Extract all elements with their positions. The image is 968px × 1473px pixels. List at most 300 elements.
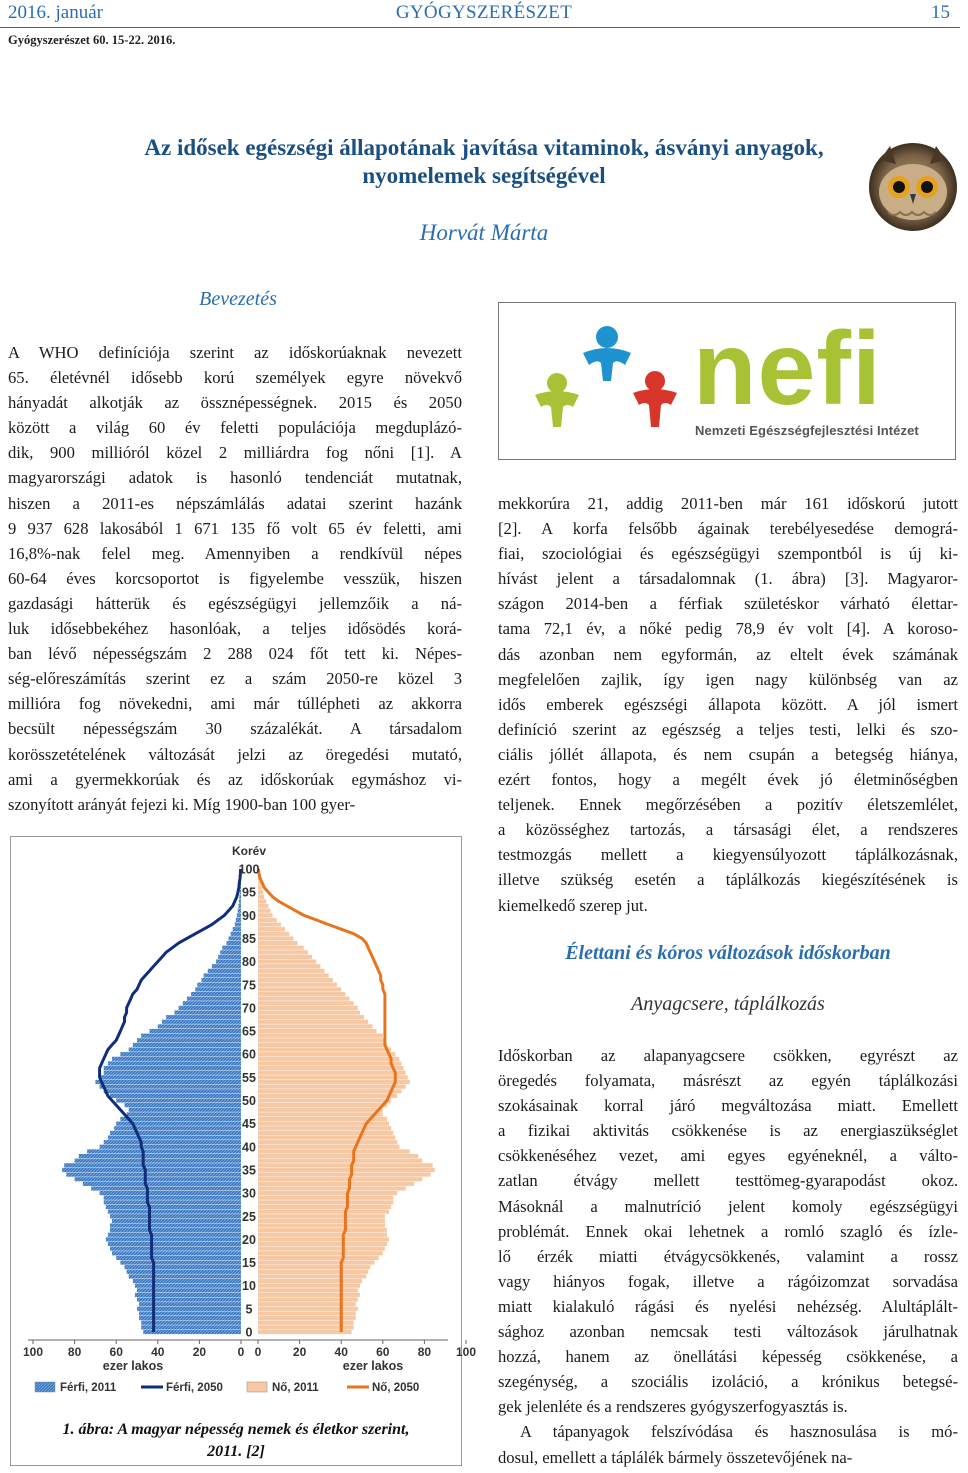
text-line: gazdasági hátterük és egészségügyi jellemzőik a ná- <box>8 593 462 613</box>
text-line: Másoknál a malnutríció jelent komoly egészségügyi <box>498 1196 958 1216</box>
female-2011-bar-age-86 <box>258 932 289 936</box>
male-2011-bar-age-95 <box>240 890 241 894</box>
text-line: miatt kialakuló rágási és nyelési nehézség. Alultáplált- <box>498 1296 958 1316</box>
female-2011-bar-age-14 <box>258 1265 370 1269</box>
male-2011-bar-age-42 <box>108 1135 241 1139</box>
text-line: gek jelenléte és a rendszeres gyógyszerfogyasztás is. <box>498 1397 848 1417</box>
x-axis-ticks <box>23 1340 476 1359</box>
text-line: testmozgás mellett a kiegyensúlyozott táplálkozásnak, <box>498 845 958 865</box>
male-2011-bar-age-85 <box>229 936 241 940</box>
female-2011-bar-age-66 <box>258 1024 372 1028</box>
male-2011-bar-age-10 <box>135 1284 241 1288</box>
male-2011-bar-age-89 <box>236 918 241 922</box>
text-line: illetve szükség esetén a táplálkozás kiegészítésének is <box>498 870 958 890</box>
owl-photo <box>868 142 958 232</box>
female-2011-bar-age-60 <box>258 1052 395 1056</box>
figure-caption-line-2: 2011. [2] <box>207 1443 265 1460</box>
male-2011-bar-age-66 <box>158 1024 241 1028</box>
female-2011-bar-age-92 <box>258 904 268 908</box>
male-2011-bar-age-53 <box>100 1085 241 1089</box>
nefi-figure-body-blue <box>583 348 631 381</box>
female-2011-bar-age-85 <box>258 936 293 940</box>
male-2011-bar-age-59 <box>112 1057 241 1061</box>
male-2011-bar-age-12 <box>129 1274 241 1278</box>
female-2011-bar-age-54 <box>258 1080 410 1084</box>
female-2011-bar-age-35 <box>258 1168 435 1172</box>
text-line: fiai, szociológiai és egészségügyi szempontból is új ki- <box>498 544 958 564</box>
female-2011-bar-age-69 <box>258 1010 360 1014</box>
x-tick-label-right-40: 40 <box>334 1345 348 1359</box>
x-tick-label-left-80: 80 <box>67 1345 82 1359</box>
male-2011-bar-age-26 <box>108 1210 241 1214</box>
female-2011-bar-age-74 <box>258 987 341 991</box>
figure-caption <box>10 1419 462 1463</box>
text-line: korösszetételének változását jelzi az öregedési mutató, <box>8 744 462 764</box>
female-2011-bar-age-80 <box>258 960 316 964</box>
legend-label-male_2050: Férfi, 2050 <box>166 1382 223 1394</box>
female-2011-bar-age-13 <box>258 1270 368 1274</box>
female-2011-bar-age-33 <box>258 1177 422 1181</box>
female-2011-bar-age-62 <box>258 1043 387 1047</box>
female-2011-bar-age-41 <box>258 1140 397 1144</box>
female-2011-bar-age-49 <box>258 1103 387 1107</box>
female-2011-bar-age-72 <box>258 997 350 1001</box>
age-tick-label-55: 55 <box>242 1070 256 1085</box>
text-line: definíció szerint az egészség a teljes testi, lelki és szo- <box>498 719 958 739</box>
female-2011-bar-age-70 <box>258 1006 358 1010</box>
female-2011-bar-age-30 <box>258 1191 397 1195</box>
age-axis-title: Korév <box>231 844 267 858</box>
age-axis-labels <box>239 863 260 1340</box>
left-column-text <box>8 340 462 817</box>
age-tick-label-45: 45 <box>242 1117 256 1132</box>
male-2011-bar-age-47 <box>127 1112 241 1116</box>
female-2011-bar-age-82 <box>258 950 308 954</box>
text-line: lő érzék miatti étvágycsökkenés, valamint a rossz <box>498 1246 958 1266</box>
male-2011-bar-age-81 <box>218 955 241 959</box>
female-2011-bar-age-96 <box>258 885 262 889</box>
text-line: ezért fontos, hogy a megélt évek jó életminőségben <box>498 770 958 790</box>
female-2011-bar-age-23 <box>258 1223 385 1227</box>
male-2011-bar-age-11 <box>133 1279 241 1283</box>
female-2011-bar-age-43 <box>258 1131 393 1135</box>
male-2011-bar-age-79 <box>212 964 241 968</box>
female-2011-bar-age-50 <box>258 1098 391 1102</box>
x-tick-label-left-100: 100 <box>22 1345 44 1359</box>
text-line: A tápanyagok felszívódása és hasznosulása is mó- <box>520 1422 958 1442</box>
male-2011-bar-age-25 <box>110 1214 241 1218</box>
text-line: [2]. A korfa felsőbb ágainak terebélyesedése demográ- <box>498 519 958 539</box>
male-2011-bar-age-23 <box>110 1223 241 1227</box>
female-2011-bar-age-57 <box>258 1066 404 1070</box>
male-2011-bar-age-31 <box>91 1186 241 1190</box>
age-tick-label-35: 35 <box>242 1163 256 1178</box>
female-2011-bar-age-95 <box>258 890 263 894</box>
legend-label-male_2011: Férfi, 2011 <box>60 1382 117 1394</box>
female-2011-bar-age-68 <box>258 1015 364 1019</box>
female-2011-bar-age-79 <box>258 964 320 968</box>
female-2011-bar-age-40 <box>258 1145 399 1149</box>
female-2011-bar-age-47 <box>258 1112 383 1116</box>
female-2011-bar-age-51 <box>258 1094 397 1098</box>
age-tick-label-10: 10 <box>242 1279 256 1294</box>
male-2011-bar-age-82 <box>220 950 241 954</box>
male-2011-bar-age-83 <box>222 946 241 950</box>
male-2011-bar-age-80 <box>216 960 241 964</box>
male-2011-bar-age-91 <box>238 909 241 913</box>
age-tick-label-40: 40 <box>242 1140 256 1155</box>
text-line: magyarországi adatok is hasonló tendenciát mutatnak, <box>8 468 462 488</box>
pyramid-chart <box>11 837 477 1467</box>
nefi-figure-body-green <box>535 391 579 427</box>
male-2011-bar-age-51 <box>110 1094 241 1098</box>
male-2011-bar-age-16 <box>116 1256 241 1260</box>
female-2011-bar-age-27 <box>258 1205 391 1209</box>
female-2011-bar-age-10 <box>258 1284 360 1288</box>
male-2011-bar-age-19 <box>108 1242 241 1246</box>
text-line: dik, 900 millióról közel 2 milliárdra fog nőni [1]. A <box>8 443 462 463</box>
female-2011-bar-age-67 <box>258 1020 368 1024</box>
male-2011-bar-age-22 <box>110 1228 241 1232</box>
right-column-text-2 <box>498 1043 958 1470</box>
male-2011-bar-age-36 <box>64 1163 241 1167</box>
female-2011-bar-age-2 <box>258 1321 354 1325</box>
female-2011-bar-age-53 <box>258 1085 406 1089</box>
nefi-figure-head-green <box>547 373 567 393</box>
nefi-figure-head-blue <box>596 326 618 348</box>
text-line: szágon 2014-ben a férfiak születéskor várható élettar- <box>498 594 958 614</box>
text-line: ami a gyermekkorúak és az időskorúak egymáshoz vi- <box>8 769 462 789</box>
male-2011-bar-age-94 <box>239 895 241 899</box>
text-line: ség-előreszámítás szerint ez a szám 2050-re közel 3 <box>8 669 462 689</box>
male-2011-bar-age-57 <box>104 1066 241 1070</box>
female-2011-bar-age-56 <box>258 1071 406 1075</box>
header-journal: GYÓGYSZERÉSZET <box>395 2 573 23</box>
text-line: zatlan étvágy mellett testtömeg-gyarapodást okoz. <box>498 1171 958 1191</box>
male-2011-bar-age-55 <box>100 1075 241 1079</box>
male-2011-bar-age-88 <box>235 922 241 926</box>
text-line: idős emberek egészségi állapota között. A jól ismert <box>498 694 958 714</box>
female-2011-bar-age-94 <box>258 895 264 899</box>
age-tick-label-50: 50 <box>242 1094 256 1108</box>
female-2011-bar-age-65 <box>258 1029 377 1033</box>
x-tick-label-left-20: 20 <box>192 1345 207 1359</box>
text-line: hívást jelent a társadalomnak (1. ábra) [3]. Magyaror- <box>498 569 958 589</box>
text-line: becsült népességszám 30 százalékát. A társadalom <box>8 719 462 739</box>
male-2011-bar-age-69 <box>174 1010 241 1014</box>
male-2011-bar-age-46 <box>120 1117 241 1121</box>
text-line: szonyított arányát fejezi ki. Míg 1900-ban 100 gyer- <box>8 794 356 814</box>
male-2011-bar-age-75 <box>197 983 241 987</box>
header-date: 2016. január <box>8 2 103 23</box>
text-line: hányadát alkotják az össznépességnek. 2015 és 2050 <box>8 393 462 413</box>
figure-caption-line-1: 1. ábra: A magyar népesség nemek és életkor szerint, <box>62 1421 410 1438</box>
text-line: a közösséghez tartozás, a társasági élet, a rendszeres <box>498 820 958 840</box>
male-2011-bar-age-74 <box>195 987 241 991</box>
male-2011-bar-age-28 <box>104 1200 241 1204</box>
male-2011-bar-age-8 <box>135 1293 241 1297</box>
male-2011-bar-age-24 <box>112 1219 241 1223</box>
x-tick-label-right-0: 0 <box>254 1345 262 1359</box>
text-line: problémát. Ennek okai lehetnek a romló szagló és ízle- <box>498 1221 958 1241</box>
text-line: kiemelkedő szerep jut. <box>498 895 648 915</box>
nefi-people-icon <box>527 323 687 443</box>
male-2011-bar-age-29 <box>104 1196 241 1200</box>
female-2011-bar-age-37 <box>258 1159 422 1163</box>
male-2011-bar-age-78 <box>208 969 241 973</box>
owl-pupil-right <box>921 181 933 193</box>
female-2011-bar-age-73 <box>258 992 345 996</box>
female-2011-bar-age-75 <box>258 983 337 987</box>
text-line: 65. életévnél idősebb korú személyek egyre növekvő <box>8 368 462 388</box>
age-tick-label-25: 25 <box>242 1209 256 1224</box>
male-2011-bar-age-18 <box>110 1247 241 1251</box>
female-2011-bar-age-58 <box>258 1061 402 1065</box>
female-2011-bars <box>258 867 435 1334</box>
figure-population-pyramid <box>10 836 477 1466</box>
male-2011-bar-age-38 <box>79 1154 241 1158</box>
header-page-number: 15 <box>931 2 950 23</box>
text-line: megfelelően zajlik, így igen nagy különbség van az <box>498 669 958 689</box>
age-tick-label-75: 75 <box>242 978 256 993</box>
female-2011-bar-age-12 <box>258 1274 366 1278</box>
male-2011-bar-age-76 <box>201 978 241 982</box>
article-title-line-2: nyomelemek segítségével <box>362 163 606 188</box>
female-2011-bar-age-34 <box>258 1172 431 1176</box>
age-tick-label-100: 100 <box>238 862 260 877</box>
female-2011-bar-age-55 <box>258 1075 408 1079</box>
subsection-heading: Anyagcsere, táplálkozás <box>631 993 825 1015</box>
female-2011-bar-age-15 <box>258 1260 374 1264</box>
x-tick-label-right-20: 20 <box>292 1345 307 1359</box>
nefi-logo <box>498 302 956 460</box>
male-2011-bar-age-61 <box>129 1047 241 1051</box>
age-tick-label-20: 20 <box>242 1232 256 1247</box>
male-2011-bar-age-77 <box>204 973 241 977</box>
male-2011-bar-age-30 <box>100 1191 241 1195</box>
male-2011-bar-age-27 <box>106 1205 241 1209</box>
female-2011-bar-age-91 <box>258 909 270 913</box>
text-line: millióra fog növekedni, ami már túllépheti az akkorra <box>8 694 462 714</box>
male-2011-bar-age-39 <box>87 1149 241 1153</box>
text-line: csökkenéséhez vezet, ami egyes egyéneknél, a válto- <box>498 1146 958 1166</box>
x-axis-unit-right: ezer lakos <box>342 1359 404 1373</box>
x-tick-label-right-80: 80 <box>417 1345 432 1359</box>
x-tick-label-left-40: 40 <box>151 1345 165 1359</box>
female-2011-bar-age-76 <box>258 978 333 982</box>
legend-label-female_2011: Nő, 2011 <box>272 1382 319 1394</box>
male-2011-bars <box>62 867 241 1334</box>
x-tick-label-left-0: 0 <box>237 1345 245 1359</box>
female-2011-bar-age-16 <box>258 1256 379 1260</box>
female-2011-bar-age-1 <box>258 1325 354 1329</box>
section-heading: Élettani és kóros változások időskorban <box>565 942 891 964</box>
female-2011-bar-age-36 <box>258 1163 433 1167</box>
text-line: dás azonban nem egyformán, az eltelt évek számának <box>498 644 958 664</box>
text-line: hiszen a 2011-es népszámlálás adatai szerint hazánk <box>8 493 462 513</box>
x-axis-unit-left: ezer lakos <box>102 1359 164 1373</box>
age-tick-label-90: 90 <box>242 908 256 923</box>
male-2011-bar-age-54 <box>95 1080 241 1084</box>
text-line: A WHO definíciója szerint az időskorúaknak nevezett <box>8 343 462 362</box>
male-2011-bar-age-50 <box>116 1098 241 1102</box>
female-2011-bar-age-17 <box>258 1251 383 1255</box>
text-line: mekkorúra 21, addig 2011-ben már 161 időskorú jutott <box>498 494 958 513</box>
female-2011-bar-age-61 <box>258 1047 391 1051</box>
male-2011-bar-age-67 <box>162 1020 241 1024</box>
nefi-wordmark: nefi <box>693 311 882 427</box>
nefi-figure-head-red <box>645 371 665 391</box>
male-2011-bar-age-92 <box>239 904 241 908</box>
text-line: Időskorban az alapanyagcsere csökken, egyrészt az <box>498 1046 958 1065</box>
female-2011-bar-age-84 <box>258 941 298 945</box>
female-2011-bar-age-7 <box>258 1297 358 1301</box>
female-2011-bar-age-93 <box>258 899 266 903</box>
text-line: ciális jóllét állapota, és nem csupán a betegség hiánya, <box>498 744 958 764</box>
article-author: Horvát Márta <box>419 220 549 245</box>
female-2011-bar-age-39 <box>258 1149 410 1153</box>
male-2011-bar-age-15 <box>120 1260 241 1264</box>
male-2011-bar-age-41 <box>104 1140 241 1144</box>
female-2011-bar-age-38 <box>258 1154 418 1158</box>
text-line: a fizikai aktivitás csökkenése is az energiaszükséglet <box>498 1121 958 1141</box>
male-2011-bar-age-84 <box>226 941 241 945</box>
male-2011-bar-age-93 <box>239 899 241 903</box>
male-2011-bar-age-37 <box>75 1159 241 1163</box>
male-2011-bar-age-60 <box>120 1052 241 1056</box>
female-2011-bar-age-22 <box>258 1228 387 1232</box>
female-2011-bar-age-48 <box>258 1108 383 1112</box>
female-2011-bar-age-18 <box>258 1247 385 1251</box>
male-2011-bar-age-63 <box>137 1038 241 1042</box>
text-line: luk idősebbekéhez hasonlóak, a teljes idősödés korá- <box>8 619 462 639</box>
age-tick-label-80: 80 <box>242 955 256 970</box>
female-2011-bar-age-24 <box>258 1219 385 1223</box>
chart-legend <box>35 1382 419 1394</box>
x-tick-label-right-100: 100 <box>455 1345 477 1359</box>
female-2011-bar-age-9 <box>258 1288 358 1292</box>
intro-heading: Bevezetés <box>199 288 277 310</box>
text-line: vagy hiányos fogak, illetve a rágóizomzat sorvadása <box>498 1271 958 1291</box>
header-citation: Gyógyszerészet 60. 15-22. 2016. <box>8 33 176 47</box>
male-2011-bar-age-0 <box>143 1330 241 1334</box>
male-2011-bar-age-34 <box>66 1172 241 1176</box>
female-2011-bar-age-44 <box>258 1126 391 1130</box>
female-2011-bar-age-25 <box>258 1214 385 1218</box>
male-2011-bar-age-90 <box>237 913 241 917</box>
x-tick-label-right-60: 60 <box>376 1345 390 1359</box>
text-line: 9 937 628 lakosából 1 671 135 fő volt 65 év feletti, ami <box>8 518 462 538</box>
male-2011-bar-age-43 <box>110 1131 241 1135</box>
male-2011-bar-age-32 <box>83 1182 241 1186</box>
age-tick-label-85: 85 <box>242 931 256 946</box>
male-2011-bar-age-73 <box>191 992 241 996</box>
male-2011-bar-age-14 <box>125 1265 241 1269</box>
nefi-figure-body-red <box>633 389 677 427</box>
age-tick-label-15: 15 <box>242 1256 256 1271</box>
female-2011-bar-age-19 <box>258 1242 387 1246</box>
male-2011-bar-age-49 <box>125 1103 241 1107</box>
female-2011-bar-age-88 <box>258 922 281 926</box>
male-2011-bar-age-48 <box>129 1108 241 1112</box>
male-2011-bar-age-17 <box>112 1251 241 1255</box>
age-tick-label-5: 5 <box>245 1302 253 1317</box>
header-rule <box>0 27 960 28</box>
male-2011-bar-age-64 <box>141 1034 241 1038</box>
female-2011-bar-age-78 <box>258 969 325 973</box>
male-2011-bar-age-58 <box>108 1061 241 1065</box>
male-2011-bar-age-87 <box>233 927 241 931</box>
male-2011-bar-age-2 <box>141 1321 241 1325</box>
male-2011-bar-age-40 <box>100 1145 241 1149</box>
right-column-text <box>498 491 958 918</box>
nefi-subtitle: Nemzeti Egészségfejlesztési Intézet <box>695 423 919 438</box>
female-2011-bar-age-42 <box>258 1135 395 1139</box>
male-2011-bar-age-21 <box>108 1233 241 1237</box>
age-tick-label-0: 0 <box>245 1325 253 1340</box>
female-2011-bar-age-64 <box>258 1034 383 1038</box>
text-line: között a világ 60 év feletti populációja megduplázó- <box>8 418 462 438</box>
male-2011-bar-age-35 <box>62 1168 241 1172</box>
female-2011-bar-age-5 <box>258 1307 358 1311</box>
male-2011-bar-age-33 <box>75 1177 241 1181</box>
female-2011-bar-age-11 <box>258 1279 362 1283</box>
female-2011-bar-age-87 <box>258 927 285 931</box>
text-line: hozzá, hanem az önellátási képesség csökkenése, a <box>498 1347 958 1367</box>
age-tick-label-70: 70 <box>242 1001 256 1016</box>
male-2011-bar-age-1 <box>141 1325 241 1329</box>
text-line: szokásainak korral járó megváltozása miatt. Emellett <box>498 1096 958 1116</box>
legend-swatch-female_2011 <box>247 1382 267 1392</box>
text-line: sághoz azonban nemcsak testi változások járulhatnak <box>498 1322 958 1342</box>
female-2011-bar-age-29 <box>258 1196 393 1200</box>
female-2011-bar-age-20 <box>258 1237 389 1241</box>
female-2011-bar-age-71 <box>258 1001 354 1005</box>
age-tick-label-60: 60 <box>242 1047 256 1062</box>
text-line: 60-64 éves korcsoportot is figyelembe vesszük, hiszen <box>8 568 462 588</box>
male-2011-bar-age-72 <box>187 997 241 1001</box>
female-2011-bar-age-26 <box>258 1210 389 1214</box>
male-2011-bar-age-13 <box>127 1270 241 1274</box>
female-2011-bar-age-77 <box>258 973 329 977</box>
legend-label-female_2050: Nő, 2050 <box>372 1382 420 1394</box>
female-2011-bar-age-89 <box>258 918 277 922</box>
female-2011-bar-age-28 <box>258 1200 393 1204</box>
male-2011-bar-age-20 <box>106 1237 241 1241</box>
female-2011-bar-age-90 <box>258 913 273 917</box>
age-tick-label-95: 95 <box>242 885 256 900</box>
male-2011-bar-age-86 <box>231 932 241 936</box>
legend-swatch-male_2011 <box>35 1382 55 1392</box>
female-2011-bar-age-0 <box>258 1330 352 1334</box>
article-title-line-1: Az idősek egészségi állapotának javítása vitaminok, ásványi anyagok, <box>144 135 824 160</box>
female-2011-bar-age-83 <box>258 946 304 950</box>
female-2011-bar-age-81 <box>258 955 312 959</box>
text-line: tama 72,1 év, a nőké pedig 78,9 év volt [4]. A koroso- <box>498 619 958 639</box>
text-line: dosul, emellett a táplálék bármely összetevőjének na- <box>498 1447 853 1467</box>
age-tick-label-65: 65 <box>242 1024 256 1039</box>
text-line: ban lévő népességszám 2 288 024 főt tett ki. Népes- <box>8 644 462 664</box>
text-line: öregedés folyamata, másrészt az egyén táplálkozási <box>498 1071 958 1091</box>
male-2011-bar-age-71 <box>183 1001 241 1005</box>
male-2011-bar-age-62 <box>133 1043 241 1047</box>
male-2011-bar-age-56 <box>104 1071 241 1075</box>
male-2011-bar-age-52 <box>104 1089 241 1093</box>
female-2011-bar-age-21 <box>258 1233 387 1237</box>
owl-pupil-left <box>893 181 905 193</box>
male-2011-bar-age-65 <box>149 1029 241 1033</box>
male-2011-bar-age-68 <box>166 1015 241 1019</box>
